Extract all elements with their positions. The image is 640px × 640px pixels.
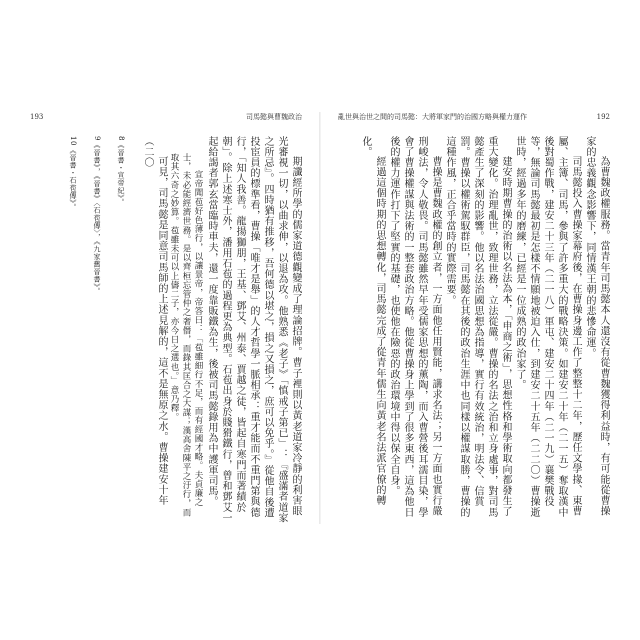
footnote: 8《晉書・宣帝紀》。 — [117, 136, 125, 206]
right-page-header — [338, 112, 610, 122]
footnote: 9《晉書》，《晉書》〈石苞傳〉，《九家舊晉書》。 — [93, 136, 101, 295]
body-paragraph: 曹操是曹魏政權的創立者，一方面他任用賢能，講求名法；另一方面也實行嚴刑峻法，令人敬畏。司馬懿雖然早年受儒家思想的薰陶，而入曹營後耳濡目染，學會了曹操權謀與法術的一整套政治方略。他從曹操身上學到了很多東西，這為他日後的權力運作打下了堅實的基礎，也使他在險惡的政治環境中得以保全自身。 — [388, 136, 441, 518]
body-paragraph: 司馬懿投入曹操家幕府後，在曹操身邊工作了整整十二年，歷任文學掾、東曹屬、主簿、司馬，參與了許多重大的戰略決策。如建安二十年（二一五）奪取漢中後對蜀作戰，建安二十三年（二一八）軍屯、建安二十四年（二一九）襄樊戰役等，無論司馬懿最初是怎樣不情願地被迫入仕，到建安二十五年（二二〇）曹操逝世時，經過多年的磨練，已經是一位成熟的政治家了。 — [514, 136, 581, 518]
body-paragraph: 期讖經所學的儒家道德觀變成了理論招牌。曹子裡則以黃老道家冷靜的利害眼光審視一切，以曲求伸，以退為攻。他熟悉《老子》「慎戒子第已」：『盛滿者道家之所忌』。四時猶有推移，吾何德以堪之，損之又損之，庶可以免乎。』從他自後遭投宦員的標準看，曹操「唯才是舉」的人才哲學一脈相承：重才能而不重門第與德行，「知人我善。龍揚獅朋，王基、鄧艾、州泰、賈越之徒，皆起自寒門而著績於朝」。除上述寒士外，潘用石苞的過程更為典型。石苞出身於賤猾鐵行，曾和鄧艾一起給謁者郭玄當臨時車夫，還一度靠販鐵為生，後被司馬懿錄用為中護軍司馬。 — [206, 136, 301, 524]
left-page-body — [68, 136, 302, 524]
block-quote: 宣帝聞苞好色薄行，以讓景帝，帝答曰：「苞雖細行不足，而有經國才略。夫貞廉之士，未必能經濟世務。是以齊桓忘管仲之奢僭，而錄其匡合之大謀；漢高舍陳平之汙行，而取其六奇之妙算。苞雖未可以上儔二子，亦今日之選也。」意乃釋。 — [169, 153, 203, 517]
body-paragraph: 為曹魏政權服務。當青年司馬懿本人還沒有從曹魏獲得利益時，有可能從曹操家的忠義觀念影響下，同情漢王朝的悲慘命運。 — [584, 136, 609, 517]
left-page — [30, 112, 302, 524]
left-page-number: 193 — [30, 113, 44, 121]
left-page-header — [30, 112, 302, 122]
right-running-title: 亂世與治世之間的司馬懿：大將軍家門的治國方略與權力運作 — [338, 113, 527, 121]
right-page — [338, 112, 610, 524]
body-paragraph: 可見，司馬懿是同意司馬師的上述見解的，這不是無原之水。曹操建安十年（二〇 — [142, 136, 167, 506]
right-page-body — [358, 136, 610, 524]
body-paragraph: 經過這個時期的思想轉化，司馬懿完成了從青年儒生向黃老名法派官僚的轉化。 — [360, 136, 385, 506]
body-paragraph: 建安時期曹操的治術以名法為本，「申商之術」，思想性格和學術取向都發生了重大變化。治理亂世，致理世務，立法從嚴。曹操的名法之治和立身處事，對司馬懿產生了深刻的影響。他以名法治國思想為指導，實行有效統治，明法令、信賞罰。曹操以權術駕馭群臣，司馬懿在其後的政治生涯中也同樣以權謀取勝，曹操的這種作風，正合乎當時的實際需要。 — [444, 136, 511, 518]
left-running-title: 司馬懿與曹魏政治 — [246, 113, 302, 121]
right-page-number: 192 — [596, 113, 610, 121]
footnote: 10《晉書・石苞傳》。 — [69, 136, 77, 212]
book-gutter — [319, 112, 321, 524]
